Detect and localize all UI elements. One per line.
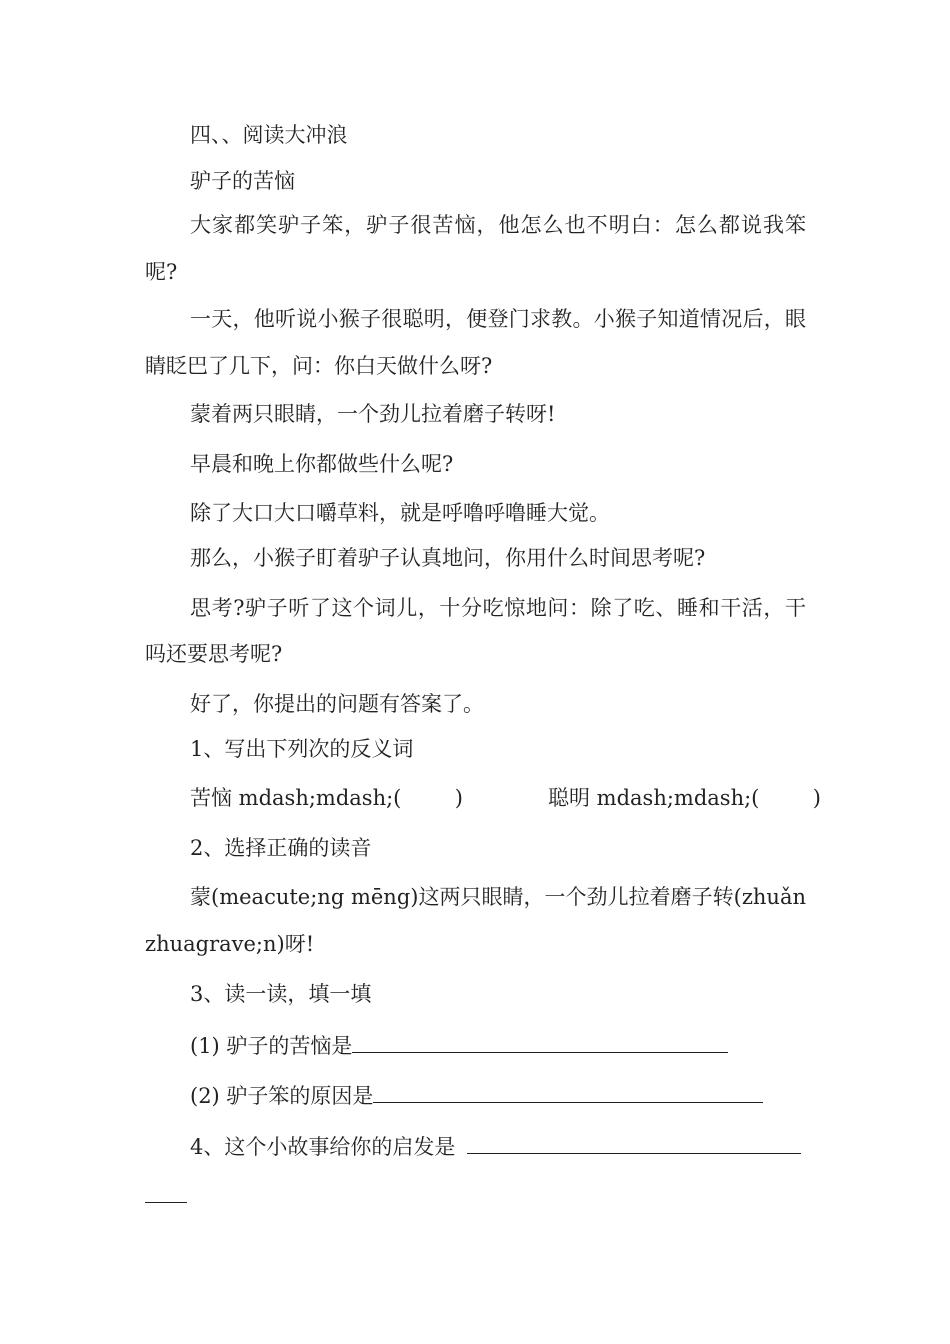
question-2-title: 2、选择正确的读音 bbox=[190, 836, 372, 860]
question-3-item-1 bbox=[190, 1030, 728, 1059]
paragraph-3: 蒙着两只眼睛，一个劲儿拉着磨子转呀! bbox=[190, 402, 556, 426]
paragraph-2-line-2: 睛眨巴了几下，问：你白天做什么呀? bbox=[145, 354, 493, 378]
paragraph-4: 早晨和晚上你都做些什么呢? bbox=[190, 452, 454, 476]
question-4-label: 4、这个小故事给你的启发是 bbox=[190, 1135, 456, 1159]
answer-blank-3-continued[interactable] bbox=[145, 1180, 187, 1203]
question-2-line-2: zhuagrave;n)呀! bbox=[145, 932, 315, 956]
answer-blank-2[interactable] bbox=[373, 1080, 763, 1103]
paragraph-6: 那么，小猴子盯着驴子认真地问，你用什么时间思考呢? bbox=[190, 546, 706, 570]
question-4-continuation bbox=[145, 1180, 187, 1209]
paragraph-1-line-2: 呢? bbox=[145, 260, 178, 284]
question-4 bbox=[190, 1131, 801, 1160]
question-3-title: 3、读一读，填一填 bbox=[190, 982, 372, 1006]
question-1-item-b: 聪明 mdash;mdash;( ) bbox=[548, 786, 821, 810]
story-title: 驴子的苦恼 bbox=[190, 169, 295, 193]
question-1-item-a: 苦恼 mdash;mdash;( ) bbox=[190, 786, 463, 810]
section-heading: 四、、阅读大冲浪 bbox=[190, 123, 348, 147]
question-3-item-1-label: (1) 驴子的苦恼是 bbox=[190, 1034, 353, 1058]
question-3-item-2 bbox=[190, 1080, 763, 1109]
answer-blank-1[interactable] bbox=[352, 1030, 728, 1053]
question-3-item-2-label: (2) 驴子笨的原因是 bbox=[190, 1084, 374, 1108]
question-1-title: 1、写出下列次的反义词 bbox=[190, 737, 414, 761]
answer-blank-3[interactable] bbox=[467, 1131, 801, 1154]
paragraph-2-line-1: 一天，他听说小猴子很聪明，便登门求教。小猴子知道情况后，眼 bbox=[190, 307, 806, 331]
paragraph-7-line-1: 思考?驴子听了这个词儿，十分吃惊地问：除了吃、睡和干活，干 bbox=[190, 596, 806, 620]
question-2-line-1: 蒙(meacute;ng mēng)这两只眼睛，一个劲儿拉着磨子转(zhuǎn bbox=[190, 885, 806, 909]
paragraph-7-line-2: 吗还要思考呢? bbox=[145, 642, 283, 666]
paragraph-1-line-1: 大家都笑驴子笨，驴子很苦恼，他怎么也不明白：怎么都说我笨 bbox=[190, 213, 806, 237]
paragraph-8: 好了，你提出的问题有答案了。 bbox=[190, 692, 484, 716]
paragraph-5: 除了大口大口嚼草料，就是呼噜呼噜睡大觉。 bbox=[190, 501, 610, 525]
